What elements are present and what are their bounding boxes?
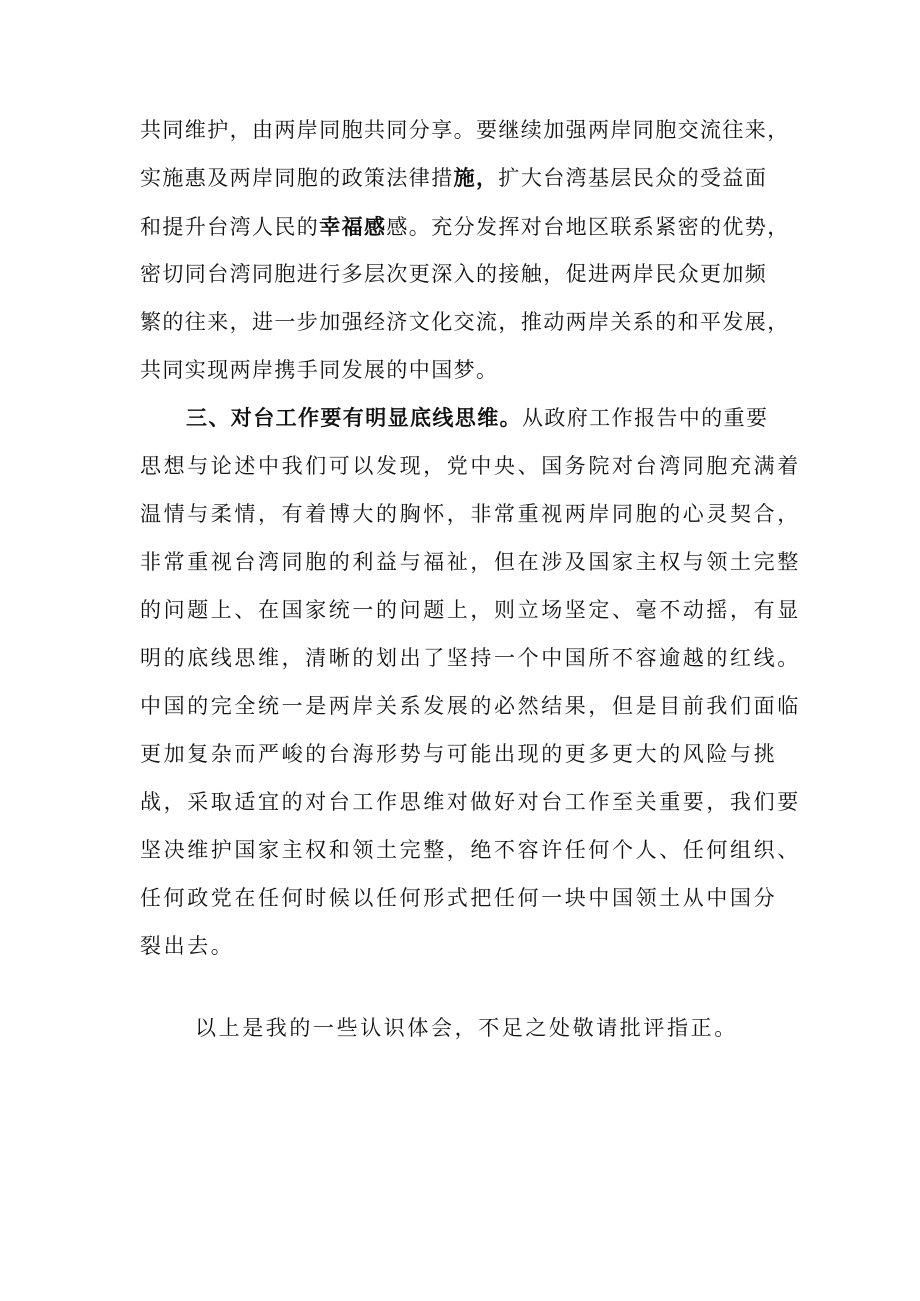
text-line: 裂出去。 xyxy=(140,934,235,958)
text-segment: 感。充分发挥对台地区联系紧密的优势， xyxy=(386,215,790,239)
text-line: 密切同台湾同胞进行多层次更深入的接触，促进两岸民众更加频 xyxy=(140,262,768,286)
bold-text: 幸福感 xyxy=(319,214,387,239)
bold-text: 施， xyxy=(453,165,499,190)
text-line: 温情与柔情，有着博大的胸怀，非常重视两岸同胞的心灵契合， xyxy=(140,502,801,526)
section-heading: 三、对台工作要有明显底线思维。 xyxy=(186,405,522,430)
text-line: 思想与论述中我们可以发现，党中央、国务院对台湾同胞充满着 xyxy=(140,454,801,478)
text-line: 任何政党在任何时候以任何形式把任何一块中国领土从中国分 xyxy=(140,886,778,910)
text-line: 繁的往来，进一步加强经济文化交流，推动两岸关系的和平发展， xyxy=(140,310,790,334)
text-line: 战，采取适宜的对台工作思维对做好对台工作至关重要，我们要 xyxy=(140,790,801,814)
closing-line: 以上是我的一些认识体会，不足之处敬请批评指正。 xyxy=(195,1016,738,1040)
text-line: 非常重视台湾同胞的利益与福祉，但在涉及国家主权与领土完整 xyxy=(140,550,801,574)
text-line xyxy=(140,212,790,242)
text-line: 共同维护，由两岸同胞共同分享。要继续加强两岸同胞交流往来， xyxy=(140,118,790,142)
text-line: 明的底线思维，清晰的划出了坚持一个中国所不容逾越的红线。 xyxy=(140,646,801,670)
text-line: 的问题上、在国家统一的问题上，则立场坚定、毫不动摇，有显 xyxy=(140,598,801,622)
text-segment: 实施惠及两岸同胞的政策法律措 xyxy=(140,166,454,190)
section-heading-line xyxy=(186,403,768,433)
text-segment: 和提升台湾人民的 xyxy=(140,215,320,239)
text-line: 坚决维护国家主权和领土完整，绝不容许任何个人、任何组织、 xyxy=(140,838,801,862)
text-line: 中国的完全统一是两岸关系发展的必然结果，但是目前我们面临 xyxy=(140,694,801,718)
text-line: 更加复杂而严峻的台海形势与可能出现的更多更大的风险与挑 xyxy=(140,742,778,766)
text-line xyxy=(140,163,767,193)
text-line: 共同实现两岸携手同发展的中国梦。 xyxy=(140,358,499,382)
text-segment: 从政府工作报告中的重要 xyxy=(522,406,769,430)
text-segment: 扩大台湾基层民众的受益面 xyxy=(498,166,768,190)
